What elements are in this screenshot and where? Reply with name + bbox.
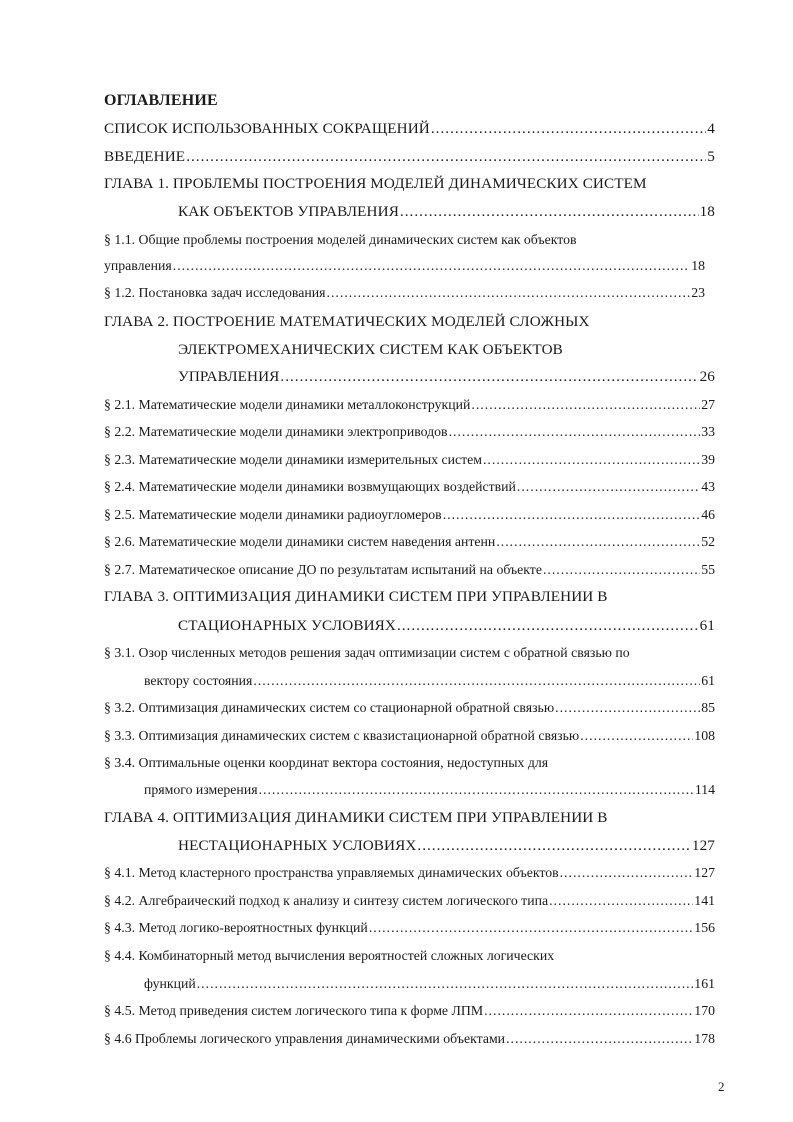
- toc-entry-section-2-7: § 2.7. Математическое описание ДО по результатам испытаний на объекте ..... 55: [104, 562, 715, 586]
- dot-leader: [417, 837, 691, 855]
- dot-leader: [327, 285, 691, 301]
- dot-leader: [543, 562, 700, 578]
- toc-entry-section-4-3: § 4.3. Метод логико-вероятностных функций ..... 156: [104, 920, 715, 944]
- toc-entry-section-2-4: § 2.4. Математические модели динамики возвмущающих воздействий ..... 43: [104, 479, 715, 503]
- toc-entry-chapter-4: НЕСТАЦИОНАРНЫХ УСЛОВИЯХ ..... 127: [178, 837, 715, 861]
- toc-entry-section-4-2: § 4.2. Алгебраический подход к анализу и синтезу систем логического типа ..... 141: [104, 893, 715, 917]
- toc-section-1-1-title: § 1.1. Общие проблемы построения моделей динамических систем как объектов: [104, 232, 577, 247]
- dot-leader: [506, 1031, 693, 1047]
- toc-entry-section-3-4: прямого измерения ..... 114: [144, 782, 715, 806]
- toc-chapter-2-title: ГЛАВА 2. ПОСТРОЕНИЕ МАТЕМАТИЧЕСКИХ МОДЕЛЕЙ СЛОЖНЫХ: [104, 313, 590, 330]
- dot-leader: [449, 424, 701, 440]
- toc-entry-introduction: ВВЕДЕНИЕ ..... 5: [104, 148, 715, 172]
- toc-entry-section-2-3: § 2.3. Математические модели динамики измерительных систем ..... 39: [104, 452, 715, 476]
- dot-leader: [259, 782, 694, 798]
- toc-entry-section-3-1: вектору состояния ..... 61: [144, 673, 715, 697]
- toc-entry-chapter-1: КАК ОБЪЕКТОВ УПРАВЛЕНИЯ ..... 18: [178, 203, 715, 227]
- dot-leader: [483, 452, 700, 468]
- toc-chapter-3-title: ГЛАВА 3. ОПТИМИЗАЦИЯ ДИНАМИКИ СИСТЕМ ПРИ УПРАВЛЕНИИ В: [104, 588, 608, 605]
- dot-leader: [397, 617, 699, 635]
- dot-leader: [560, 865, 694, 881]
- dot-leader: [369, 920, 693, 936]
- dot-leader: [443, 507, 701, 523]
- dot-leader: [400, 203, 699, 221]
- toc-section-3-1-title: § 3.1. Озор численных методов решения задач оптимизации систем с обратной связью по: [104, 645, 630, 660]
- toc-entry-section-1-1: управления ..... 18: [104, 258, 705, 282]
- toc-entry-chapter-3: СТАЦИОНАРНЫХ УСЛОВИЯХ ..... 61: [178, 617, 715, 641]
- toc-entry-section-2-2: § 2.2. Математические модели динамики электроприводов ..... 33: [104, 424, 715, 448]
- toc-entry-section-2-5: § 2.5. Математические модели динамики радиоугломеров ..... 46: [104, 507, 715, 531]
- dot-leader: [580, 728, 693, 744]
- toc-entry-section-1-2: § 1.2. Постановка задач исследования ..... 23: [104, 285, 705, 309]
- dot-leader: [173, 258, 690, 274]
- dot-leader: [197, 976, 694, 992]
- toc-entry-section-4-6: § 4.6 Проблемы логического управления динамическими объектами ..... 178: [104, 1031, 715, 1055]
- dot-leader: [549, 893, 693, 909]
- toc-entry-section-2-1: § 2.1. Математические модели динамики металлоконструкций ..... 27: [104, 397, 715, 421]
- dot-leader: [555, 700, 700, 716]
- toc-entry-abbreviations: СПИСОК ИСПОЛЬЗОВАННЫХ СОКРАЩЕНИЙ ..... 4: [104, 120, 715, 144]
- toc-entry-section-2-6: § 2.6. Математические модели динамики систем наведения антенн ..... 52: [104, 534, 715, 558]
- dot-leader: [431, 120, 706, 138]
- toc-section-3-4-title: § 3.4. Оптимальные оценки координат вектора состояния, недоступных для: [104, 755, 549, 770]
- toc-entry-section-3-2: § 3.2. Оптимизация динамических систем со стационарной обратной связью ..... 85: [104, 700, 715, 724]
- toc-entry-section-4-1: § 4.1. Метод кластерного пространства управляемых динамических объектов ..... 127: [104, 865, 715, 889]
- toc-entry-section-4-5: § 4.5. Метод приведения систем логического типа к форме ЛПМ ..... 170: [104, 1003, 715, 1027]
- toc-chapter-4-title: ГЛАВА 4. ОПТИМИЗАЦИЯ ДИНАМИКИ СИСТЕМ ПРИ УПРАВЛЕНИИ В: [104, 809, 608, 826]
- toc-section-4-4-title: § 4.4. Комбинаторный метод вычисления вероятностей сложных логических: [104, 948, 555, 963]
- page-number: 2: [718, 1079, 725, 1094]
- toc-heading: ОГЛАВЛЕНИЕ: [104, 92, 218, 109]
- toc-entry-chapter-2: УПРАВЛЕНИЯ ..... 26: [178, 368, 715, 392]
- dot-leader: [280, 368, 698, 386]
- dot-leader: [484, 1003, 693, 1019]
- toc-entry-section-4-4: функций ..... 161: [144, 976, 715, 1000]
- dot-leader: [517, 479, 700, 495]
- dot-leader: [496, 534, 700, 550]
- toc-entry-section-3-3: § 3.3. Оптимизация динамических систем с квазистационарной обратной связью ..... 108: [104, 728, 715, 752]
- toc-chapter-1-title: ГЛАВА 1. ПРОБЛЕМЫ ПОСТРОЕНИЯ МОДЕЛЕЙ ДИНАМИЧЕСКИХ СИСТЕМ: [104, 175, 647, 192]
- dot-leader: [471, 397, 700, 413]
- toc-chapter-2-title-cont: ЭЛЕКТРОМЕХАНИЧЕСКИХ СИСТЕМ КАК ОБЪЕКТОВ: [178, 341, 563, 358]
- dot-leader: [186, 148, 706, 166]
- dot-leader: [253, 673, 700, 689]
